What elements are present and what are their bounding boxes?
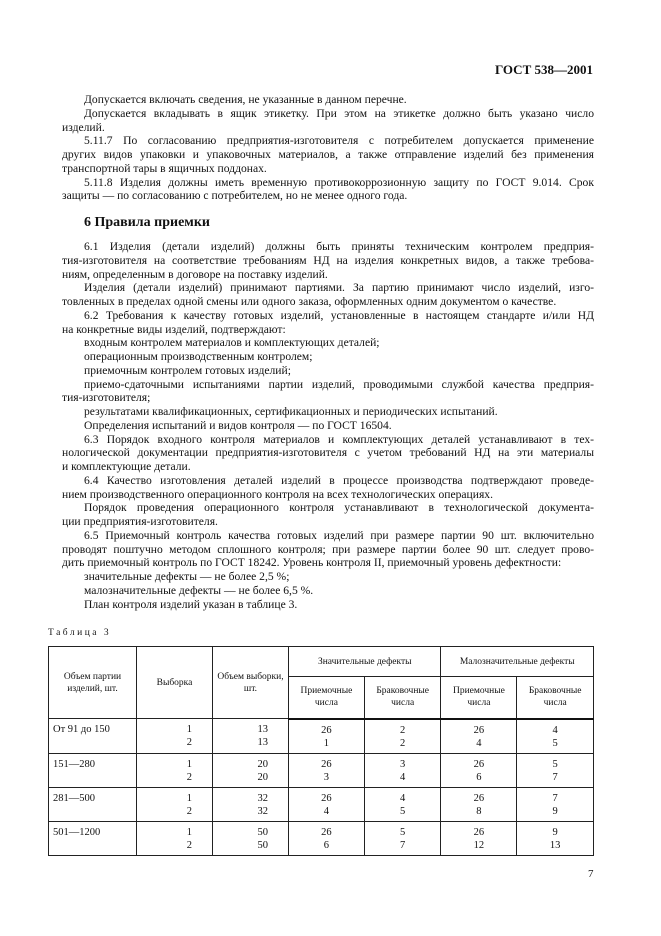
paragraph-line: Определения испытаний и видов контроля — по ГОСТ 16504. — [84, 418, 392, 432]
cell-nr — [517, 787, 594, 821]
cell-na — [441, 753, 517, 787]
cell-value: 6 — [476, 771, 482, 783]
paragraph-line: нологической документации предприятия-изготовителя с учетом требований НД на эти материалы — [62, 446, 594, 460]
cell-sample — [137, 753, 213, 787]
cell-value: 26 — [321, 724, 332, 736]
paragraph-line: 5.11.8 Изделия должны иметь временную противокоррозионную защиту по ГОСТ 9.014. Срок — [84, 175, 594, 189]
cell-sample — [137, 787, 213, 821]
cell-sample — [137, 821, 213, 855]
paragraph-line: ниям, определенным в договоре на поставку изделий. — [62, 267, 328, 281]
col-minor-rej: Браковочные числа — [517, 677, 594, 719]
cell-value: 3 — [323, 771, 330, 783]
paragraph-line: Порядок проведения операционного контроля устанавливают в технологической документа- — [84, 501, 594, 515]
cell-value: 50 — [257, 826, 268, 838]
cell-nr — [517, 821, 594, 855]
document-body — [62, 93, 594, 611]
cell-mr — [364, 821, 441, 855]
cell-na — [441, 821, 517, 855]
paragraph-line: 6.2 Требования к качеству готовых изделий, установленные в настоящем стандарте и/или НД — [84, 308, 594, 322]
cell-lot: 281—500 — [49, 787, 137, 821]
paragraph-line: 6.5 Приемочный контроль качества готовых изделий при размере партии 90 шт. включительно — [84, 528, 594, 542]
col-major-rej: Браковочные числа — [364, 677, 441, 719]
cell-value: 4 — [400, 771, 406, 783]
cell-value: 2 — [400, 724, 406, 736]
paragraph-line: транспортной тары в ящичных поддонах. — [62, 161, 267, 175]
paragraph-line: Допускается вкладывать в ящик этикетку. При этом на этикетке должно быть указано число — [84, 106, 594, 120]
paragraph-line: приемо-сдаточными испытаниями партии изделий, проводимыми службой качества предприя- — [84, 377, 594, 391]
cell-value: 1 — [323, 737, 330, 749]
cell-value: 26 — [473, 758, 485, 770]
col-minor-acc: Приемочные числа — [441, 677, 517, 719]
cell-value: 2 — [400, 737, 406, 749]
cell-value: 5 — [552, 737, 558, 749]
paragraph-line: входным контролем материалов и комплектующих деталей; — [84, 336, 380, 350]
cell-value: 4 — [476, 737, 482, 749]
cell-ma — [289, 719, 365, 754]
cell-value: 26 — [321, 758, 332, 770]
cell-lot: 501—1200 — [49, 821, 137, 855]
cell-value: 50 — [257, 839, 268, 851]
cell-value: 26 — [473, 792, 485, 804]
cell-value: 13 — [257, 724, 268, 735]
cell-value: 3 — [400, 758, 406, 770]
cell-mr — [364, 787, 441, 821]
cell-value: 2 — [186, 771, 192, 783]
section-heading: 6 Правила приемки — [84, 215, 210, 230]
cell-value: 32 — [257, 792, 268, 804]
paragraph-line: малозначительные дефекты — не более 6,5 %. — [84, 583, 314, 597]
standard-header: ГОСТ 538—2001 — [494, 62, 593, 77]
paragraph-line: изделий. — [62, 120, 105, 134]
table-caption: Таблица 3 — [48, 628, 112, 638]
cell-size — [213, 753, 289, 787]
paragraph-line: товленных в пределах одной смены или одного заказа, оформленных одним документом о качестве. — [62, 295, 557, 308]
cell-lot: От 91 до 150 — [49, 719, 137, 754]
col-major-defects: Значительные дефекты — [289, 647, 441, 677]
cell-value: 5 — [400, 826, 406, 838]
cell-value: 20 — [257, 771, 268, 783]
col-minor-defects: Малозначительные дефекты — [441, 647, 594, 677]
cell-value: 26 — [473, 826, 485, 838]
cell-value: 6 — [323, 839, 330, 851]
cell-sample — [137, 719, 213, 754]
cell-ma — [289, 753, 365, 787]
cell-size — [213, 787, 289, 821]
cell-value: 7 — [552, 792, 558, 804]
cell-lot: 151—280 — [49, 753, 137, 787]
paragraph-line: ции предприятия-изготовителя. — [62, 515, 218, 528]
paragraph-line: на конкретные виды изделий, подтверждают: — [62, 322, 286, 336]
col-lot: Объем партии изделий, шт. — [49, 647, 137, 719]
paragraph-line: результатами квалификационных, сертификационных и периодических испытаний. — [84, 405, 498, 418]
cell-nr — [517, 753, 594, 787]
cell-value: 1 — [186, 826, 192, 838]
cell-value: 2 — [186, 805, 192, 817]
inspection-plan-table — [48, 646, 594, 856]
cell-value: 26 — [321, 792, 332, 804]
paragraph-line: 6.1 Изделия (детали изделий) должны быть приняты техническим контролем предприя- — [84, 240, 594, 253]
table-row — [49, 719, 594, 754]
cell-value: 5 — [552, 758, 558, 770]
cell-value: 4 — [323, 805, 330, 817]
col-major-acc: Приемочные числа — [289, 677, 365, 719]
table-row — [49, 821, 594, 855]
cell-value: 5 — [400, 805, 406, 817]
cell-value: 7 — [552, 771, 558, 783]
cell-ma — [289, 787, 365, 821]
paragraph-line: и комплектующие детали. — [62, 460, 191, 473]
cell-value: 9 — [552, 826, 558, 838]
paragraph-line: 6.3 Порядок входного контроля материалов и комплектующих деталей устанавливают в тех- — [84, 432, 594, 446]
cell-value: 1 — [186, 758, 192, 770]
cell-value: 8 — [476, 805, 482, 817]
paragraph-line: Допускается включать сведения, не указанные в данном перечне. — [84, 93, 407, 106]
paragraph-line: дить приемочный контроль по ГОСТ 18242. Уровень контроля II, приемочный уровень дефектности: — [62, 556, 562, 570]
cell-mr — [364, 719, 441, 754]
cell-value: 7 — [400, 839, 406, 851]
cell-value: 12 — [473, 839, 485, 851]
cell-value: 4 — [552, 724, 558, 736]
cell-value: 2 — [186, 839, 192, 851]
cell-value: 13 — [549, 839, 561, 851]
col-sample: Выборка — [137, 647, 213, 719]
cell-value: 4 — [400, 792, 406, 804]
cell-value: 2 — [186, 737, 192, 748]
paragraph-line: тия-изготовителя; — [62, 391, 151, 405]
cell-value: 13 — [257, 737, 268, 748]
paragraph-line: 6.4 Качество изготовления деталей изделий в процессе производства подтверждают проведе- — [84, 473, 594, 487]
cell-value: 26 — [473, 724, 485, 736]
cell-value: 32 — [257, 805, 268, 817]
cell-mr — [364, 753, 441, 787]
paragraph-line: значительные дефекты — не более 2,5 %; — [84, 570, 290, 583]
cell-value: 20 — [257, 758, 268, 770]
cell-size — [213, 719, 289, 754]
paragraph-line: защиты — по согласованию с потребителем, но не менее одного года. — [62, 189, 408, 203]
table-row — [49, 787, 594, 821]
cell-value: 26 — [321, 826, 332, 838]
cell-value: 1 — [186, 724, 192, 735]
cell-na — [441, 719, 517, 754]
paragraph-line: План контроля изделий указан в таблице 3. — [84, 597, 298, 611]
cell-nr — [517, 719, 594, 754]
table-row — [49, 753, 594, 787]
paragraph-line: приемочным контролем готовых изделий; — [84, 363, 291, 377]
paragraph-line: проводят поштучно методом сплошного контроля; при размере партии более 90 шт. следует прово- — [62, 542, 594, 556]
paragraph-line: операционным производственным контролем; — [84, 350, 313, 363]
cell-value: 9 — [552, 805, 558, 817]
cell-size — [213, 821, 289, 855]
cell-na — [441, 787, 517, 821]
paragraph-line: других видов упаковки и упаковочных материалов, а также отправление изделий без применения — [62, 148, 594, 161]
col-sample-size: Объем выборки, шт. — [213, 647, 289, 719]
paragraph-line: 5.11.7 По согласованию предприятия-изготовителя с потребителем допускается применение — [84, 134, 594, 148]
page-number: 7 — [588, 868, 594, 880]
paragraph-line: тия-изготовителя на соответствие требованиям НД на изделия конкретных видов, а также требова- — [62, 253, 594, 267]
cell-ma — [289, 821, 365, 855]
paragraph-line: Изделия (детали изделий) принимают партиями. За партию принимают число изделий, изго- — [84, 281, 594, 295]
paragraph-line: нием производственного операционного контроля на всех технологических операциях. — [62, 487, 493, 501]
cell-value: 1 — [186, 792, 192, 804]
